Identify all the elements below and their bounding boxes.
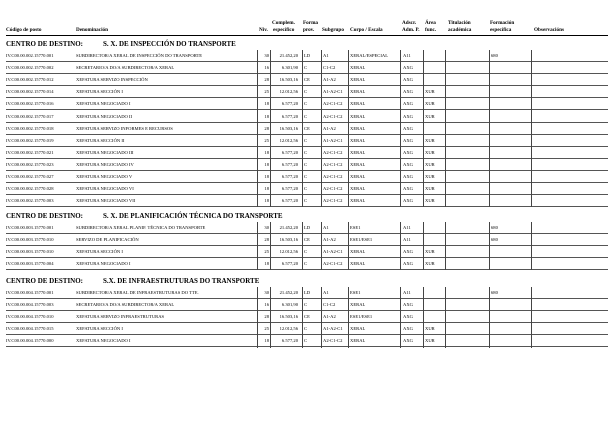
- cell-niv: 25: [264, 249, 269, 255]
- cell-form: C: [304, 149, 308, 155]
- cell-code: IV.C00.00.003.15770.004: [6, 261, 54, 267]
- section-name: S. X. DE PLANIFICACIÓN TÉCNICA DO TRANSPORTE: [103, 212, 283, 220]
- table-row: [0, 234, 614, 246]
- cell-sub: A1-A2-C1: [323, 89, 343, 95]
- cell-corpo: XERAL: [350, 198, 366, 204]
- cell-adm: A11: [403, 225, 411, 230]
- cell-name: XEFATURA SECCIÓN I: [76, 89, 123, 95]
- cell-comp: 6.577,20: [281, 113, 298, 119]
- cell-sub: A1: [323, 290, 329, 295]
- cell-form: CE: [304, 314, 310, 320]
- cell-comp: 21.452,20: [279, 290, 298, 295]
- cell-name: SECRETARIO/A DO/A SUBDIRECTOR/A XERAL: [76, 302, 175, 308]
- cell-sub: C1-C2: [323, 65, 336, 71]
- cell-adm: AXG: [403, 65, 413, 71]
- cell-code: IV.C00.00.004.15770.010: [6, 314, 54, 320]
- cell-form: CE: [304, 237, 310, 243]
- cell-code: IV.C00.00.004.15770.003: [6, 302, 54, 308]
- cell-corpo: ESE1/ESE1: [350, 237, 373, 243]
- header-rule: [6, 35, 608, 36]
- cell-comp: 6.577,20: [281, 101, 298, 107]
- cell-sub: A1: [323, 225, 329, 230]
- header-titulacion-line1: Titulación: [448, 20, 471, 26]
- cell-corpo: XERAL: [350, 89, 366, 95]
- section-label: CENTRO DE DESTINO:: [6, 212, 84, 220]
- cell-form: C: [304, 326, 308, 332]
- cell-code: IV.C00.00.002.15770.027: [6, 174, 54, 179]
- header-comp-line1: Complem.: [272, 20, 295, 26]
- section-label: CENTRO DE DESTINO:: [6, 40, 84, 48]
- cell-comp: 6.301,90: [281, 65, 298, 71]
- cell-adm: AXG: [403, 249, 413, 255]
- cell-area: XUR: [425, 261, 435, 267]
- cell-adm: A11: [403, 290, 411, 295]
- cell-adm: A11: [403, 237, 411, 243]
- cell-niv: 28: [264, 125, 269, 131]
- section-title: [6, 40, 236, 48]
- cell-adm: AXG: [403, 77, 413, 83]
- cell-adm: AXG: [403, 125, 413, 131]
- table-row: [0, 98, 614, 110]
- cell-form: C: [304, 137, 308, 143]
- cell-corpo: XERAL: [350, 101, 366, 107]
- cell-corpo: XERAL: [350, 249, 366, 255]
- cell-form: CE: [304, 125, 310, 131]
- section-name: S.X. DE INFRAESTRUTURAS DO TRANSPORTE: [103, 277, 260, 285]
- cell-formacion: 680: [491, 237, 498, 243]
- cell-niv: 16: [264, 302, 269, 308]
- table-row: [0, 159, 614, 171]
- cell-form: C: [304, 161, 308, 167]
- table-row: [0, 246, 614, 258]
- cell-niv: 25: [264, 137, 269, 143]
- table-row: [0, 123, 614, 135]
- cell-comp: 6.301,90: [281, 302, 298, 308]
- cell-form: C: [304, 113, 308, 119]
- cell-name: SECRETARIO/A DO/A SUBDIRECTOR/A XERAL: [76, 65, 175, 71]
- cell-code: IV.C00.00.002.15770.016: [6, 101, 54, 107]
- cell-code: IV.C00.00.002.15770.028: [6, 186, 54, 192]
- cell-sub: A1-A2: [323, 314, 336, 320]
- cell-niv: 18: [264, 113, 269, 119]
- cell-area: XUR: [425, 149, 435, 155]
- header-area-line1: Área: [425, 20, 436, 26]
- column-divider: [531, 287, 532, 348]
- cell-sub: A2-C1-C2: [323, 149, 343, 155]
- cell-adm: AXG: [403, 186, 413, 192]
- table-row: [0, 195, 614, 207]
- cell-name: XEFATURA NEGOCIADO I: [76, 101, 131, 107]
- cell-niv: 25: [264, 326, 269, 332]
- cell-adm: AXG: [403, 326, 413, 332]
- cell-name: XEFATURA NEGOCIADO I: [76, 338, 131, 344]
- cell-area: XUR: [425, 198, 435, 204]
- cell-form: LD: [304, 53, 311, 58]
- cell-comp: 21.452,20: [279, 225, 298, 230]
- cell-name: SUBDIRECTOR/A XERAL DE INFRAESTRUTURAS DO TTE.: [76, 290, 199, 295]
- cell-sub: C1-C2: [323, 302, 336, 308]
- cell-sub: A2-C1-C2: [323, 261, 343, 267]
- column-divider: [270, 50, 271, 207]
- cell-sub: A1-A2-C1: [323, 137, 343, 143]
- cell-sub: A2-C1-C2: [323, 101, 343, 107]
- cell-code: IV.C00.00.004.15770.001: [6, 290, 54, 295]
- row-divider: [6, 206, 608, 207]
- cell-adm: AXG: [403, 101, 413, 107]
- row-divider: [6, 269, 608, 270]
- table-row: [0, 287, 614, 299]
- cell-corpo: XERAL: [350, 161, 366, 167]
- cell-comp: 16.503,16: [279, 77, 298, 83]
- cell-niv: 18: [264, 261, 269, 267]
- cell-adm: AXG: [403, 161, 413, 167]
- cell-comp: 6.577,20: [281, 186, 298, 192]
- cell-corpo: XERAL: [350, 326, 366, 332]
- cell-niv: 30: [264, 225, 269, 230]
- cell-niv: 18: [264, 161, 269, 167]
- cell-sub: A1-A2-C1: [323, 249, 343, 255]
- cell-adm: AXG: [403, 302, 413, 308]
- cell-corpo: XERAL: [350, 338, 366, 344]
- cell-comp: 16.503,16: [279, 237, 298, 243]
- header-name: Denominación: [76, 27, 108, 33]
- cell-niv: 18: [264, 174, 269, 179]
- cell-name: XEFATURA NEGOCIADO VII: [76, 198, 136, 204]
- cell-adm: AXG: [403, 137, 413, 143]
- cell-niv: 28: [264, 77, 269, 83]
- table-row: [0, 62, 614, 74]
- cell-niv: 18: [264, 149, 269, 155]
- cell-area: XUR: [425, 101, 435, 107]
- cell-name: XEFATURA NEGOCIADO I: [76, 261, 131, 267]
- cell-adm: AXG: [403, 261, 413, 267]
- table-row: [0, 299, 614, 311]
- cell-form: C: [304, 101, 308, 107]
- cell-code: IV.C00.00.002.15770.003: [6, 198, 54, 204]
- cell-area: XUR: [425, 113, 435, 119]
- cell-form: C: [304, 65, 308, 71]
- column-divider: [270, 287, 271, 348]
- cell-adm: AXG: [403, 89, 413, 95]
- cell-comp: 12.012,56: [279, 326, 298, 332]
- cell-name: XEFATURA NEGOCIADO IV: [76, 161, 134, 167]
- cell-corpo: XERAL: [350, 149, 366, 155]
- cell-niv: 30: [264, 53, 269, 58]
- cell-form: C: [304, 338, 308, 344]
- cell-sub: A2-C1-C2: [323, 338, 343, 344]
- column-divider: [445, 287, 446, 348]
- table-row: [0, 86, 614, 98]
- section-title: [6, 277, 260, 285]
- column-divider: [400, 50, 401, 207]
- cell-comp: 6.577,20: [281, 198, 298, 204]
- cell-sub: A2-C1-C2: [323, 174, 343, 179]
- column-divider: [302, 50, 303, 207]
- column-divider: [270, 222, 271, 270]
- cell-formacion: 680: [491, 53, 498, 58]
- cell-sub: A1-A2: [323, 237, 336, 243]
- column-divider: [348, 50, 349, 207]
- table-row: [0, 50, 614, 62]
- cell-corpo: ESE1/ESE1: [350, 314, 373, 320]
- cell-adm: AXG: [403, 149, 413, 155]
- cell-formacion: 680: [491, 225, 498, 230]
- column-divider: [348, 222, 349, 270]
- cell-name: XEFATURA SERVIZO INFRAESTRUTURAS: [76, 314, 165, 320]
- header-form-line1: Forma: [303, 20, 318, 26]
- header-adscr-line2: Adm. P.: [402, 27, 420, 33]
- cell-niv: 25: [264, 89, 269, 95]
- column-divider: [489, 287, 490, 348]
- header-titulacion-line2: académica: [448, 27, 472, 33]
- cell-niv: 18: [264, 198, 269, 204]
- cell-form: LD: [304, 225, 311, 230]
- table-row: [0, 147, 614, 159]
- table-row: [0, 335, 614, 347]
- header-adscr-line1: Adscr.: [402, 20, 417, 26]
- cell-sub: A2-C1-C2: [323, 198, 343, 204]
- cell-code: IV.C00.00.002.15770.014: [6, 89, 54, 95]
- column-divider: [302, 222, 303, 270]
- cell-sub: A2-C1-C2: [323, 161, 343, 167]
- header-code: Código de posto: [6, 27, 42, 33]
- cell-code: IV.C00.00.002.15770.017: [6, 113, 54, 119]
- cell-form: C: [304, 249, 308, 255]
- cell-comp: 12.012,56: [279, 137, 298, 143]
- cell-comp: 6.577,20: [281, 338, 298, 344]
- column-divider: [400, 287, 401, 348]
- cell-sub: A1-A2-C1: [323, 326, 343, 332]
- column-divider: [423, 222, 424, 270]
- cell-form: C: [304, 174, 308, 179]
- header-form-line2: prov.: [303, 27, 315, 33]
- column-divider: [423, 287, 424, 348]
- column-divider: [445, 222, 446, 270]
- cell-area: XUR: [425, 161, 435, 167]
- cell-comp: 6.577,20: [281, 261, 298, 267]
- cell-name: XEFATURA NEGOCIADO V: [76, 174, 133, 179]
- column-divider: [423, 50, 424, 207]
- cell-code: IV.C00.00.004.15770.000: [6, 338, 54, 344]
- cell-comp: 16.503,16: [279, 314, 298, 320]
- section-name: S. X. DE INSPECCIÓN DO TRANSPORTE: [103, 40, 236, 48]
- cell-corpo: XERAL: [350, 65, 366, 71]
- cell-corpo: XERAL: [350, 113, 366, 119]
- cell-sub: A2-C1-C2: [323, 113, 343, 119]
- cell-code: IV.C00.00.002.15770.001: [6, 53, 54, 58]
- cell-corpo: XERAL: [350, 125, 366, 131]
- column-divider: [531, 50, 532, 207]
- cell-name: SERVIZO DE PLANIFICACIÓN: [76, 237, 139, 243]
- cell-name: XEFATURA SERVIZO INFORMES E RECURSOS: [76, 125, 173, 131]
- section-title: [6, 212, 283, 220]
- cell-adm: AXG: [403, 314, 413, 320]
- cell-form: CE: [304, 77, 310, 83]
- cell-adm: AXG: [403, 338, 413, 344]
- column-divider: [348, 287, 349, 348]
- cell-niv: 28: [264, 237, 269, 243]
- cell-comp: 6.577,20: [281, 174, 298, 179]
- cell-name: XEFATURA NEGOCIADO III: [76, 149, 134, 155]
- cell-comp: 21.452,20: [279, 53, 298, 58]
- cell-code: IV.C00.00.002.15770.019: [6, 137, 54, 143]
- cell-name: XEFATURA NEGOCIADO VI: [76, 186, 134, 192]
- cell-name: SUBDIRECTOR/A XERAL PLANIF. TÉCNICA DO TRANSPORTE: [76, 225, 206, 230]
- row-divider: [6, 346, 608, 347]
- cell-sub: A1-A2: [323, 125, 336, 131]
- column-divider: [302, 287, 303, 348]
- column-divider: [257, 50, 258, 207]
- cell-formacion: 680: [491, 290, 498, 295]
- table-row: [0, 171, 614, 183]
- column-divider: [531, 222, 532, 270]
- cell-corpo: ESE1: [350, 225, 361, 230]
- table-row: [0, 323, 614, 335]
- cell-adm: AXG: [403, 198, 413, 204]
- cell-adm: AXG: [403, 174, 413, 179]
- cell-form: C: [304, 186, 308, 192]
- cell-code: IV.C00.00.002.15770.023: [6, 161, 54, 167]
- header-niv: Niv.: [259, 27, 268, 33]
- cell-niv: 30: [264, 290, 269, 295]
- column-divider: [400, 222, 401, 270]
- header-comp-line2: específico: [273, 27, 295, 33]
- column-divider: [321, 50, 322, 207]
- cell-form: LD: [304, 290, 311, 295]
- column-divider: [321, 222, 322, 270]
- cell-name: XEFATURA SECCIÓN I: [76, 249, 123, 255]
- cell-area: XUR: [425, 89, 435, 95]
- cell-form: C: [304, 261, 308, 267]
- header-area-line2: func.: [425, 27, 437, 33]
- cell-sub: A1: [323, 53, 329, 58]
- column-divider: [321, 287, 322, 348]
- cell-code: IV.C00.00.002.15770.018: [6, 125, 54, 131]
- table-row: [0, 222, 614, 234]
- cell-name: XEFATURA SECCIÓN I: [76, 326, 123, 332]
- table-row: [0, 135, 614, 147]
- cell-area: XUR: [425, 137, 435, 143]
- column-divider: [489, 222, 490, 270]
- cell-code: IV.C00.00.002.15770.012: [6, 77, 54, 83]
- cell-name: SUBDIRECTOR/A XERAL DE INSPECCIÓN DO TRANSPORTE: [76, 53, 203, 58]
- cell-comp: 6.577,20: [281, 149, 298, 155]
- cell-form: C: [304, 198, 308, 204]
- column-divider: [445, 50, 446, 207]
- table-row: [0, 311, 614, 323]
- cell-code: IV.C00.00.004.15770.015: [6, 326, 54, 332]
- cell-adm: AXG: [403, 113, 413, 119]
- cell-code: IV.C00.00.003.15770.010: [6, 249, 54, 255]
- cell-sub: A2-C1-C2: [323, 186, 343, 192]
- cell-corpo: XERAL: [350, 261, 366, 267]
- cell-code: IV.C00.00.002.15770.002: [6, 65, 54, 71]
- header-observacions: Observacións: [534, 27, 564, 33]
- table-row: [0, 258, 614, 270]
- cell-comp: 6.577,20: [281, 161, 298, 167]
- cell-corpo: XERAL: [350, 174, 366, 179]
- cell-adm: A11: [403, 53, 411, 58]
- column-divider: [257, 287, 258, 348]
- column-divider: [489, 50, 490, 207]
- cell-name: XEFATURA SECCIÓN II: [76, 137, 125, 143]
- cell-form: C: [304, 302, 308, 308]
- cell-niv: 28: [264, 314, 269, 320]
- cell-area: XUR: [425, 326, 435, 332]
- header-corpo: Corpo / Escala: [350, 27, 383, 33]
- cell-comp: 12.012,56: [279, 89, 298, 95]
- cell-code: IV.C00.00.003.15770.010: [6, 237, 54, 243]
- cell-form: C: [304, 89, 308, 95]
- section-label: CENTRO DE DESTINO:: [6, 277, 84, 285]
- cell-area: XUR: [425, 174, 435, 179]
- cell-corpo: XERAL: [350, 186, 366, 192]
- cell-niv: 18: [264, 338, 269, 344]
- header-formacion-line2: específica: [490, 27, 512, 33]
- table-row: [0, 74, 614, 86]
- table-row: [0, 183, 614, 195]
- cell-comp: 16.503,16: [279, 125, 298, 131]
- cell-niv: 18: [264, 186, 269, 192]
- column-divider: [257, 222, 258, 270]
- cell-area: XUR: [425, 249, 435, 255]
- cell-code: IV.C00.00.003.15770.001: [6, 225, 54, 230]
- cell-corpo: XERAL: [350, 137, 366, 143]
- cell-area: XUR: [425, 338, 435, 344]
- cell-code: IV.C00.00.002.15770.021: [6, 149, 54, 155]
- cell-niv: 16: [264, 65, 269, 71]
- cell-name: XEFATURA NEGOCIADO II: [76, 113, 133, 119]
- header-formacion-line1: Formación: [490, 20, 515, 26]
- cell-comp: 12.012,56: [279, 249, 298, 255]
- cell-corpo: XERAL: [350, 77, 366, 83]
- cell-niv: 18: [264, 101, 269, 107]
- cell-area: XUR: [425, 186, 435, 192]
- cell-corpo: ESE1: [350, 290, 361, 295]
- cell-name: XEFATURA SERVIZO INSPECCIÓN: [76, 77, 148, 83]
- table-row: [0, 111, 614, 123]
- cell-sub: A1-A2: [323, 77, 336, 83]
- header-subgrupo: Subgrupo: [322, 27, 344, 33]
- cell-corpo: XERAL: [350, 302, 366, 308]
- cell-corpo: XERAL/ESPECIAL: [350, 53, 389, 58]
